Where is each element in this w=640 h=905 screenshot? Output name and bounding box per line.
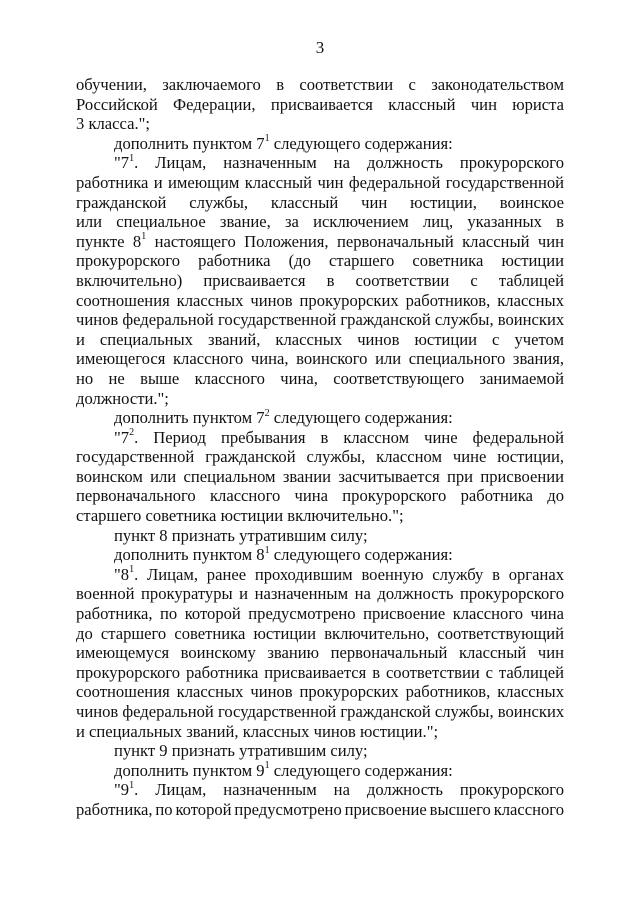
superscript: 1 [264, 133, 270, 145]
line-text-continued: настоящего Положения, первоначальный классный чин [146, 231, 564, 251]
page-number: 3 [315, 38, 325, 57]
text-line [76, 408, 564, 428]
superscript: 1 [129, 780, 135, 791]
text-line [76, 212, 564, 232]
line-text: "7 [114, 153, 130, 173]
line-text: соотношения классных чинов прокурорских работников, классных [76, 682, 564, 702]
line-text: "7 [114, 427, 130, 447]
text-line [76, 761, 564, 781]
text-line [76, 780, 564, 800]
line-text: но не выше классного чина, соответствующего занимаемой [76, 368, 564, 388]
line-text: воинском или специальном звании засчитывается при присвоении [76, 466, 564, 486]
text-line [76, 702, 564, 722]
line-text-continued: . Лицам, ранее проходившим военную службу в органах [134, 564, 564, 584]
line-text: и специальных званий, классных чинов юстиции."; [76, 721, 439, 741]
text-line [76, 447, 564, 467]
text-line [76, 428, 564, 448]
text-line [76, 741, 564, 761]
line-text: "8 [114, 564, 130, 584]
line-text: соотношения классных чинов прокурорских работников, классных [76, 290, 564, 310]
text-line [76, 584, 564, 604]
line-text: пункте 8 [76, 231, 142, 251]
text-line [76, 545, 564, 565]
line-text: имеющемуся воинскому званию первоначальный классный чин [76, 643, 564, 663]
line-text: имеющегося классного чина, воинского или специального звания, [76, 349, 564, 369]
line-text-continued: . Лицам, назначенным на должность прокурорского [134, 780, 564, 800]
line-text: первоначального классного чина прокурорского работника до [76, 486, 564, 506]
line-text: прокурорского работника (до старшего советника юстиции [76, 251, 564, 271]
line-text: работника, по которой предусмотрено присвоение высшего классного [76, 799, 564, 819]
line-text: военной прокуратуры и назначенным на должность прокурорского [76, 584, 564, 604]
line-text: Российской Федерации, присваивается классный чин юриста [76, 94, 564, 114]
line-text: работника и имеющим классный чин федеральной государственной [76, 172, 564, 192]
text-line [76, 526, 564, 546]
line-text: дополнить пунктом 7 [114, 408, 265, 428]
line-text: чинов федеральной государственной гражданской службы, воинских [76, 310, 564, 330]
line-text: или специальное звание, за исключением лиц, указанных в [76, 212, 564, 232]
superscript: 2 [129, 427, 135, 439]
text-line [76, 95, 564, 115]
line-text-continued: . Лицам, назначенным на должность прокурорского [134, 153, 564, 173]
line-text: дополнить пунктом 7 [114, 133, 265, 153]
text-line [76, 310, 564, 330]
text-line [76, 467, 564, 487]
text-line [76, 232, 564, 252]
text-line [76, 682, 564, 702]
line-text-continued: следующего содержания: [269, 408, 453, 428]
line-text: старшего советника юстиции включительно."; [76, 506, 404, 526]
line-text-continued: . Период пребывания в классном чине федеральной [134, 427, 564, 447]
text-line [76, 251, 564, 271]
line-text-continued: следующего содержания: [269, 133, 453, 153]
line-text: "9 [114, 780, 130, 800]
superscript: 1 [264, 544, 270, 556]
text-line [76, 291, 564, 311]
line-text: работника, по которой предусмотрено присвоение классного чина [76, 604, 564, 624]
text-line [76, 75, 564, 95]
line-text-continued: следующего содержания: [269, 545, 453, 565]
text-line [76, 722, 564, 742]
text-line [76, 330, 564, 350]
line-text: дополнить пунктом 8 [114, 545, 265, 565]
text-line [76, 565, 564, 585]
line-text-continued: следующего содержания: [269, 760, 453, 780]
superscript: 1 [129, 564, 135, 576]
text-line [76, 506, 564, 526]
line-text: до старшего советника юстиции включительно, соответствующий [76, 623, 564, 643]
line-text: включительно) присваивается в соответствии с таблицей [76, 270, 564, 290]
text-line [76, 663, 564, 683]
line-text: и специальных званий, классных чинов юстиции с учетом [76, 329, 564, 349]
line-text: обучении, заключаемого в соответствии с законодательством [76, 75, 564, 94]
text-line [76, 114, 564, 134]
superscript: 1 [264, 760, 270, 772]
line-text: дополнить пунктом 9 [114, 760, 265, 780]
text-line [76, 349, 564, 369]
text-line [76, 486, 564, 506]
text-line [76, 271, 564, 291]
text-line [76, 643, 564, 663]
text-line [76, 624, 564, 644]
line-text: пункт 8 признать утратившим силу; [114, 525, 368, 545]
text-line [76, 193, 564, 213]
superscript: 1 [129, 153, 135, 164]
line-text: чинов федеральной государственной гражданской службы, воинских [76, 702, 564, 721]
superscript: 1 [141, 231, 147, 243]
text-line [76, 173, 564, 193]
line-text: должности."; [76, 388, 169, 408]
line-text: государственной гражданской службы, классном чине юстиции, [76, 447, 564, 467]
text-line [76, 134, 564, 154]
line-text: пункт 9 признать утратившим силу; [114, 741, 368, 761]
text-line [76, 389, 564, 409]
text-line [76, 153, 564, 173]
text-line [76, 800, 564, 820]
line-text: 3 класса."; [76, 114, 150, 134]
text-line [76, 369, 564, 389]
document-body [76, 75, 564, 820]
text-line [76, 604, 564, 624]
superscript: 2 [264, 407, 270, 419]
line-text: гражданской службы, классный чин юстиции, воинское [76, 192, 564, 212]
line-text: прокурорского работника присваивается в соответствии с таблицей [76, 662, 564, 682]
